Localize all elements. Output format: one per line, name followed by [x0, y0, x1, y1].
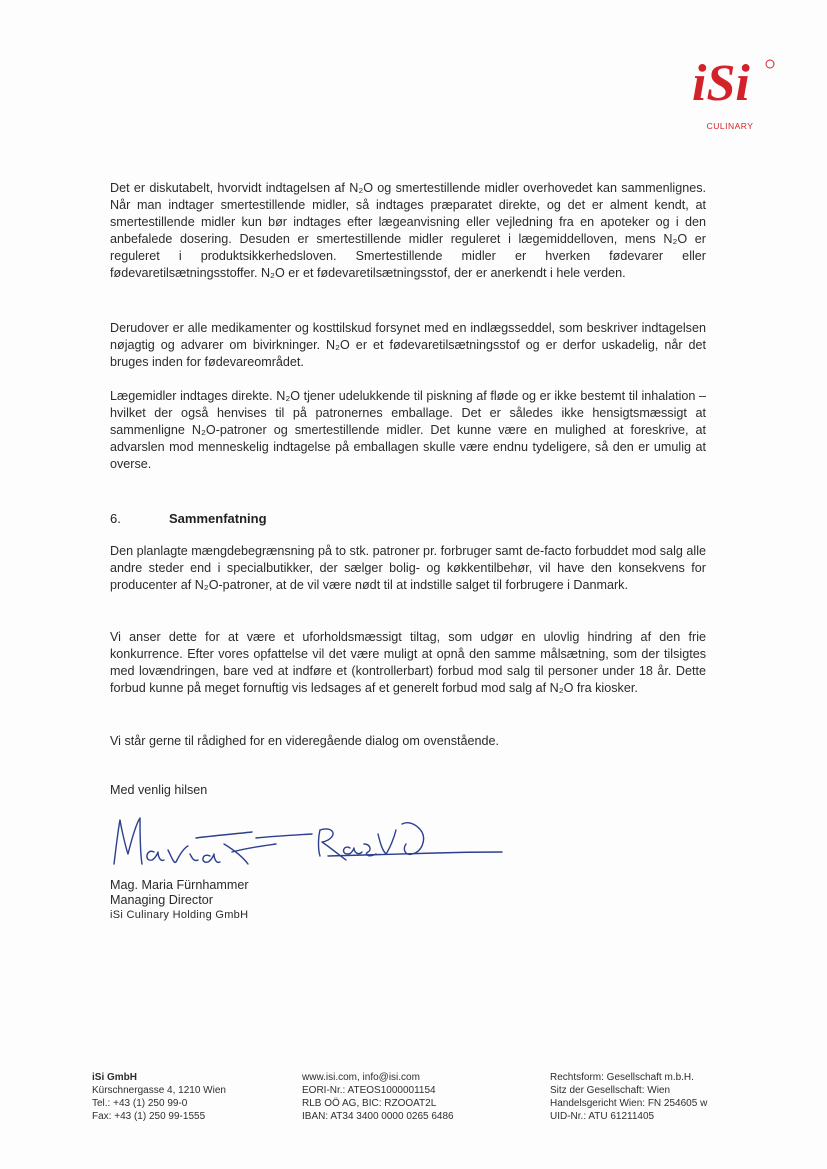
isi-logo-graphic	[684, 52, 784, 122]
footer-seat: Sitz der Gesellschaft: Wien	[550, 1085, 671, 1096]
svg-text:iSi: iSi	[692, 55, 750, 112]
footer-contact-info	[302, 1071, 454, 1123]
footer-company-name: iSi GmbH	[92, 1072, 138, 1083]
footer-company-info	[92, 1071, 226, 1123]
logo-tagline: CULINARY	[706, 121, 754, 131]
paragraph-5: Vi anser dette for at være et uforholdsmæssigt tiltag, som udgør en ulovlig hindring af den frie konkurrence. Efter vores opfattelse vil det være muligt at opnå den samme målsætning, som der tilsigtes med lovændringen, bare ved at indføre et (kontrollerbart) forbud mod salg til personer under 18 år. Dette forbud kunne på meget fornuftig vis ledsages af et generelt forbud mod salg af N₂O fra kiosker.	[110, 630, 706, 695]
section-heading	[110, 511, 267, 526]
paragraph-2: Derudover er alle medikamenter og kosttilskud forsynet med en indlægsseddel, som beskriver indtagelsen nøjagtig og advarer om bivirkninger. N₂O er et fødevaretilsætningsstof og er derfor uskadelig, når det bruges inden for fødevareområdet.	[110, 321, 706, 369]
handwritten-signature	[106, 808, 506, 878]
footer-legal-form: Rechtsform: Gesellschaft m.b.H.	[550, 1072, 694, 1083]
footer-fax: Fax: +43 (1) 250 99-1555	[92, 1111, 206, 1122]
section-title: Sammenfatning	[169, 511, 267, 526]
paragraph-1: Det er diskutabelt, hvorvidt indtagelsen af N₂O og smertestillende midler overhovedet kan sammenlignes. Når man indtager smertestillende midler, så indtages præparatet direkte, og det er alment kendt, at smertestillende midler kun bør indtages efter lægeanvisning eller vejledning fra en apoteker og i den anbefalede dosering. Desuden er smertestillende midler reguleret i lægemiddelloven, mens N₂O er reguleret i produktsikkerhedsloven. Smertestillende midler er hverken fødevarer eller fødevaretilsætningsstoffer. N₂O er et fødevaretilsætningsstof, der er anerkendt i hele verden.	[110, 181, 706, 280]
paragraph-4: Den planlagte mængdebegrænsning på to stk. patroner pr. forbruger samt de-facto forbuddet mod salg alle andre steder end i specialbutikker, der sælger bolig- og køkkentilbehør, vil have den konsekvens for producenter af N₂O-patroner, at de vil være nødt til at indstille salget til forbrugere i Danmark.	[110, 544, 706, 592]
footer-iban: IBAN: AT34 3400 0000 0265 6486	[302, 1111, 454, 1122]
footer-legal-info	[550, 1071, 707, 1123]
footer-phone: Tel.: +43 (1) 250 99-0	[92, 1098, 188, 1109]
signer-company: iSi Culinary Holding GmbH	[110, 909, 249, 921]
footer-vat: UID-Nr.: ATU 61211405	[550, 1111, 655, 1122]
section-number: 6.	[110, 511, 121, 526]
signature-graphic	[106, 808, 506, 878]
paragraph-3: Lægemidler indtages direkte. N₂O tjener udelukkende til piskning af fløde og er ikke bestemt til inhalation – hvilket der også henvises til på patronernes emballage. Det er således ikke hensigtsmæssigt at sammenligne N₂O-patroner og smertestillende midler. Det kunne være en mulighed at foreskrive, at advarslen mod menneskelig indtagelse på emballagen skulle være endnu tydeligere, så den er umulig at overse.	[110, 389, 706, 471]
footer-eori: EORI-Nr.: ATEOS1000001154	[302, 1085, 436, 1096]
footer-web-email: www.isi.com, info@isi.com	[302, 1072, 420, 1083]
signer-block	[110, 878, 249, 923]
signer-name: Mag. Maria Fürnhammer	[110, 878, 249, 892]
footer-bank: RLB OÖ AG, BIC: RZOOAT2L	[302, 1098, 437, 1109]
footer-address: Kürschnergasse 4, 1210 Wien	[92, 1085, 226, 1096]
footer-register: Handelsgericht Wien: FN 254605 w	[550, 1098, 708, 1109]
signer-title: Managing Director	[110, 893, 213, 907]
paragraph-6: Vi står gerne til rådighed for en videregående dialog om ovenstående.	[110, 734, 500, 748]
closing-salutation: Med venlig hilsen	[110, 783, 208, 797]
